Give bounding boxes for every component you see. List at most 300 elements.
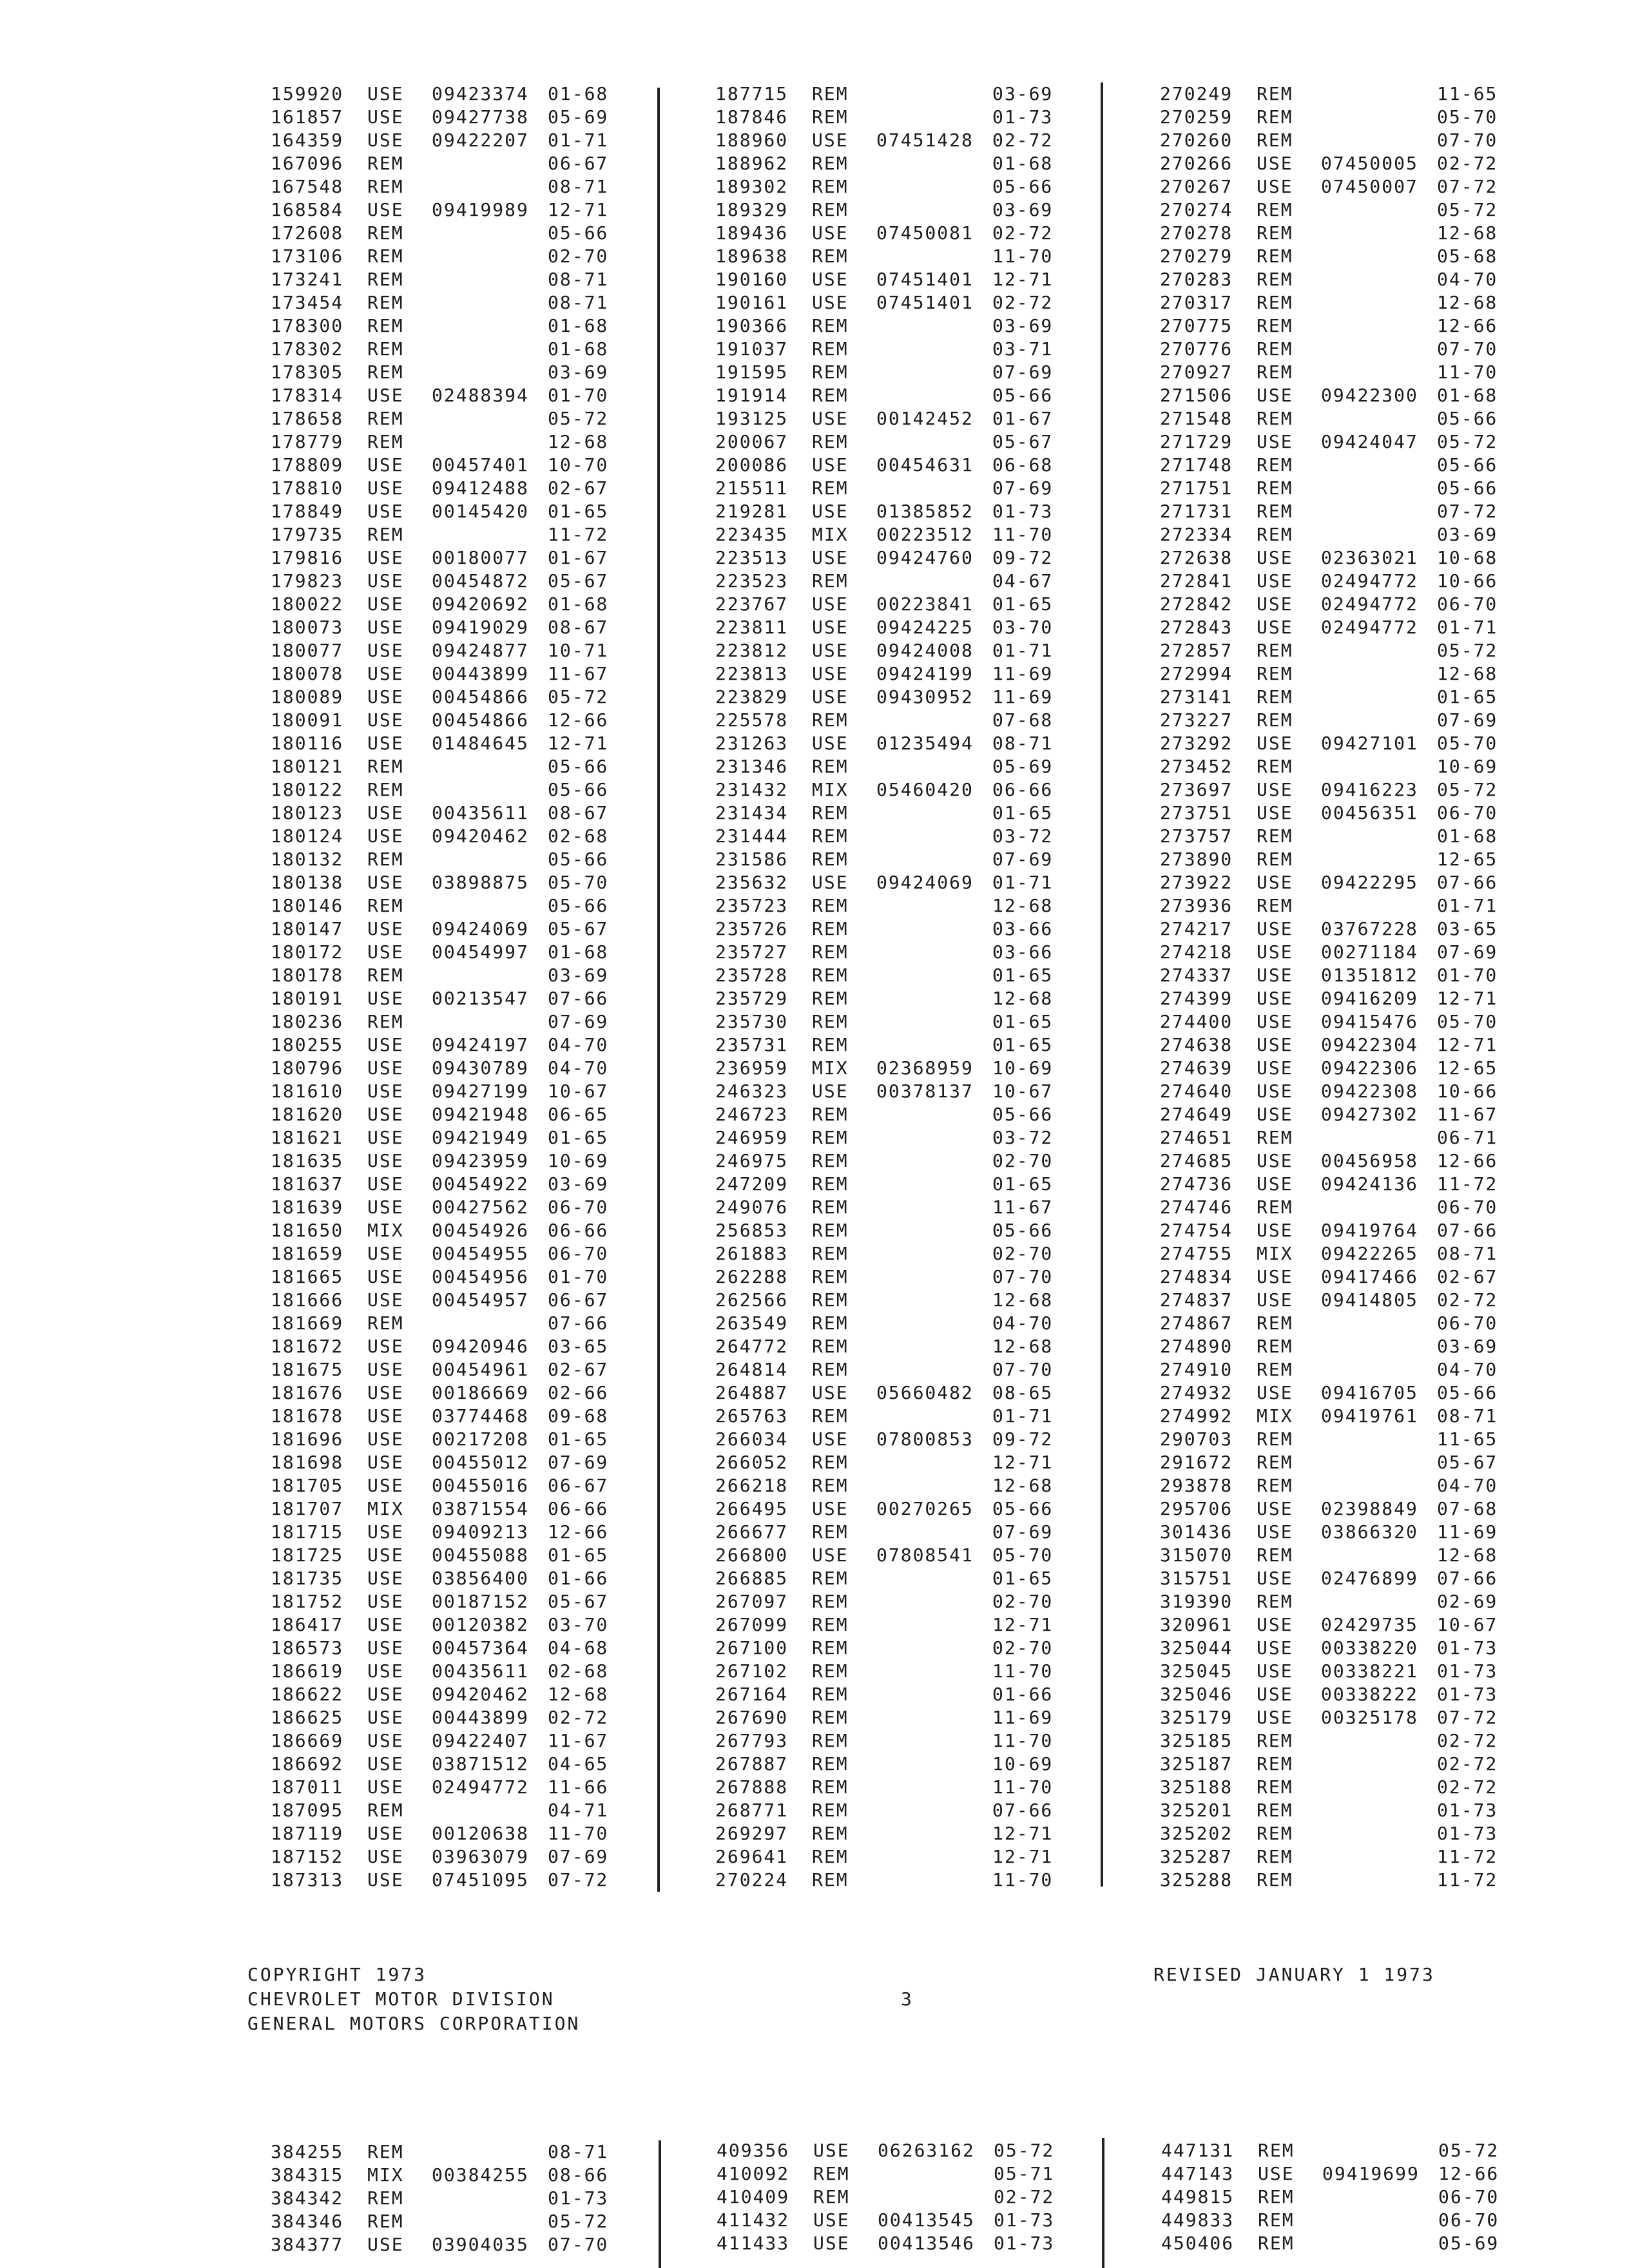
action-code: USE	[367, 988, 404, 1009]
action-code: USE	[1257, 872, 1293, 893]
part-number: 231346	[715, 756, 789, 777]
entry-date: 04-71	[548, 1800, 609, 1821]
action-code: REM	[1257, 83, 1293, 104]
action-code: REM	[367, 292, 404, 313]
replacement-number: 09416223	[1321, 779, 1418, 800]
entry-date: 07-72	[1437, 1707, 1498, 1728]
entry-date: 01-65	[992, 802, 1054, 823]
action-code: USE	[367, 1452, 404, 1473]
part-number: 246959	[715, 1127, 789, 1148]
entry-date: 01-68	[1437, 385, 1498, 406]
action-code: REM	[1257, 663, 1293, 684]
entry-date: 05-67	[548, 1591, 609, 1612]
action-code: REM	[812, 1521, 849, 1542]
action-code: USE	[367, 1568, 404, 1589]
replacement-number: 03871512	[432, 1753, 529, 1774]
entry-date: 05-72	[548, 408, 609, 429]
entry-date: 05-66	[1437, 408, 1498, 429]
part-number: 266677	[715, 1521, 789, 1542]
entry-date: 01-65	[548, 1127, 609, 1148]
replacement-number: 09430789	[432, 1057, 529, 1079]
replacement-number: 09424047	[1321, 431, 1418, 452]
entry-date: 01-68	[548, 83, 609, 104]
replacement-number: 07451401	[876, 292, 974, 313]
action-code: USE	[812, 1544, 849, 1566]
entry-date: 03-66	[992, 941, 1054, 963]
replacement-number: 00435611	[432, 1660, 529, 1682]
entry-date: 05-67	[1437, 1452, 1498, 1473]
part-number: 272994	[1160, 663, 1233, 684]
part-number: 235726	[715, 918, 789, 939]
replacement-number: 06263162	[878, 2140, 975, 2161]
entry-date: 01-67	[992, 408, 1054, 429]
part-number: 270266	[1160, 153, 1233, 174]
action-code: REM	[812, 570, 849, 591]
entry-date: 06-67	[548, 1289, 609, 1311]
part-number: 179823	[271, 570, 344, 591]
replacement-number: 00186669	[432, 1382, 529, 1403]
action-code: USE	[367, 1614, 404, 1635]
part-number: 325045	[1160, 1660, 1233, 1682]
entry-date: 01-73	[1437, 1684, 1498, 1705]
replacement-number: 07451428	[876, 130, 974, 151]
part-number: 180178	[271, 965, 344, 986]
part-number: 191037	[715, 338, 789, 360]
action-code: USE	[367, 825, 404, 847]
action-code: USE	[1257, 1498, 1293, 1519]
part-number: 180191	[271, 988, 344, 1009]
copyright-line: COPYRIGHT 1973	[247, 1964, 427, 1985]
part-number: 274834	[1160, 1266, 1233, 1287]
action-code: REM	[812, 849, 849, 870]
action-code: USE	[367, 1591, 404, 1612]
action-code: USE	[367, 1660, 404, 1682]
action-code: REM	[1257, 1800, 1293, 1821]
part-number: 267102	[715, 1660, 789, 1682]
division-line: CHEVROLET MOTOR DIVISION	[247, 1988, 555, 2010]
replacement-number: 09414805	[1321, 1289, 1418, 1311]
entry-date: 12-68	[548, 1684, 609, 1705]
part-number: 263549	[715, 1312, 789, 1334]
entry-date: 05-71	[994, 2163, 1055, 2184]
action-code: USE	[1257, 1289, 1293, 1311]
part-number: 186669	[271, 1730, 344, 1751]
part-number: 274640	[1160, 1081, 1233, 1102]
entry-date: 08-71	[992, 733, 1054, 754]
part-number: 186573	[271, 1637, 344, 1658]
action-code: REM	[1257, 640, 1293, 661]
replacement-number: 02363021	[1321, 547, 1418, 568]
entry-date: 11-67	[1437, 1104, 1498, 1125]
entry-date: 01-65	[992, 1034, 1054, 1055]
replacement-number: 00145420	[432, 501, 529, 522]
replacement-number: 07808541	[876, 1544, 974, 1566]
entry-date: 04-70	[548, 1034, 609, 1055]
part-number: 235731	[715, 1034, 789, 1055]
entry-date: 01-71	[992, 1405, 1054, 1427]
entry-date: 07-69	[1437, 941, 1498, 963]
entry-date: 06-70	[1437, 593, 1498, 615]
entry-date: 01-68	[548, 941, 609, 963]
entry-date: 01-71	[992, 872, 1054, 893]
action-code: REM	[1257, 269, 1293, 290]
replacement-number: 09424008	[876, 640, 974, 661]
action-code: USE	[367, 872, 404, 893]
part-number: 181620	[271, 1104, 344, 1125]
part-number: 325044	[1160, 1637, 1233, 1658]
replacement-number: 09419989	[432, 199, 529, 220]
part-number: 223513	[715, 547, 789, 568]
entry-date: 03-69	[992, 83, 1054, 104]
replacement-number: 00223841	[876, 593, 974, 615]
action-code: REM	[812, 1405, 849, 1427]
action-code: USE	[367, 1359, 404, 1380]
column-divider	[657, 88, 660, 1892]
entry-date: 05-72	[1437, 779, 1498, 800]
action-code: REM	[367, 1011, 404, 1032]
entry-date: 01-70	[1437, 965, 1498, 986]
part-number: 247209	[715, 1173, 789, 1195]
entry-date: 05-70	[1437, 1011, 1498, 1032]
action-code: USE	[367, 1196, 404, 1218]
action-code: REM	[812, 176, 849, 197]
part-number: 231434	[715, 802, 789, 823]
entry-date: 02-72	[1437, 153, 1498, 174]
entry-date: 02-72	[548, 1707, 609, 1728]
action-code: REM	[367, 361, 404, 383]
entry-date: 07-69	[992, 849, 1054, 870]
part-number: 181698	[271, 1452, 344, 1473]
entry-date: 05-67	[548, 570, 609, 591]
part-number: 272334	[1160, 524, 1233, 545]
action-code: REM	[812, 245, 849, 267]
action-code: MIX	[812, 524, 849, 545]
part-number: 187313	[271, 1869, 344, 1890]
entry-date: 07-72	[548, 1869, 609, 1890]
action-code: USE	[812, 501, 849, 522]
part-number: 181715	[271, 1521, 344, 1542]
action-code: MIX	[367, 1220, 404, 1241]
action-code: REM	[1257, 849, 1293, 870]
action-code: REM	[812, 1173, 849, 1195]
replacement-number: 07450081	[876, 222, 974, 244]
part-number: 167548	[271, 176, 344, 197]
entry-date: 12-65	[1437, 1057, 1498, 1079]
part-number: 271731	[1160, 501, 1233, 522]
action-code: REM	[812, 477, 849, 499]
part-number: 270279	[1160, 245, 1233, 267]
entry-date: 06-70	[1437, 1196, 1498, 1218]
action-code: USE	[1257, 1382, 1293, 1403]
action-code: USE	[367, 1127, 404, 1148]
action-code: USE	[1257, 733, 1293, 754]
part-number: 249076	[715, 1196, 789, 1218]
part-number: 274867	[1160, 1312, 1233, 1334]
entry-date: 05-72	[1437, 431, 1498, 452]
action-code: REM	[812, 1359, 849, 1380]
action-code: REM	[1257, 338, 1293, 360]
replacement-number: 03774468	[432, 1405, 529, 1427]
part-number: 447143	[1161, 2163, 1235, 2184]
entry-date: 11-70	[992, 1869, 1054, 1890]
entry-date: 03-70	[992, 617, 1054, 638]
replacement-number: 09416705	[1321, 1382, 1418, 1403]
entry-date: 08-71	[1437, 1243, 1498, 1264]
replacement-number: 09422308	[1321, 1081, 1418, 1102]
part-number: 261883	[715, 1243, 789, 1264]
part-number: 200086	[715, 454, 789, 476]
action-code: USE	[367, 640, 404, 661]
part-number: 223523	[715, 570, 789, 591]
action-code: REM	[812, 106, 849, 128]
entry-date: 08-71	[548, 292, 609, 313]
action-code: USE	[812, 733, 849, 754]
entry-date: 12-68	[1437, 1544, 1498, 1566]
part-number: 181752	[271, 1591, 344, 1612]
action-code: REM	[1257, 315, 1293, 336]
entry-date: 12-71	[992, 1846, 1054, 1867]
part-number: 274639	[1160, 1057, 1233, 1079]
action-code: USE	[367, 130, 404, 151]
action-code: USE	[367, 1707, 404, 1728]
part-number: 180255	[271, 1034, 344, 1055]
entry-date: 11-69	[992, 1707, 1054, 1728]
action-code: REM	[813, 2186, 850, 2207]
replacement-number: 00187152	[432, 1591, 529, 1612]
part-number: 181707	[271, 1498, 344, 1519]
action-code: REM	[1257, 1730, 1293, 1751]
action-code: REM	[812, 1614, 849, 1635]
part-number: 272857	[1160, 640, 1233, 661]
entry-date: 01-65	[548, 501, 609, 522]
part-number: 159920	[271, 83, 344, 104]
entry-date: 12-71	[992, 1614, 1054, 1635]
entry-date: 05-72	[994, 2140, 1055, 2161]
entry-date: 05-72	[1437, 199, 1498, 220]
action-code: USE	[1257, 617, 1293, 638]
entry-date: 12-71	[1437, 988, 1498, 1009]
action-code: REM	[367, 222, 404, 244]
action-code: REM	[1257, 477, 1293, 499]
part-number: 266034	[715, 1428, 789, 1450]
replacement-number: 09423374	[432, 83, 529, 104]
part-number: 269641	[715, 1846, 789, 1867]
replacement-number: 00454926	[432, 1220, 529, 1241]
entry-date: 02-67	[548, 1359, 609, 1380]
part-number: 180091	[271, 709, 344, 731]
action-code: REM	[812, 1220, 849, 1241]
part-number: 186625	[271, 1707, 344, 1728]
part-number: 235723	[715, 895, 789, 916]
entry-date: 06-71	[1437, 1127, 1498, 1148]
replacement-number: 02476899	[1321, 1568, 1418, 1589]
action-code: USE	[367, 733, 404, 754]
entry-date: 05-70	[1437, 733, 1498, 754]
entry-date: 05-66	[992, 1220, 1054, 1241]
entry-date: 05-66	[548, 779, 609, 800]
entry-date: 11-70	[992, 1660, 1054, 1682]
part-number: 325201	[1160, 1800, 1233, 1821]
action-code: USE	[812, 1382, 849, 1403]
part-number: 274992	[1160, 1405, 1233, 1427]
replacement-number: 00217208	[432, 1428, 529, 1450]
action-code: MIX	[812, 779, 849, 800]
part-number: 231444	[715, 825, 789, 847]
part-number: 325185	[1160, 1730, 1233, 1751]
entry-date: 11-70	[992, 245, 1054, 267]
entry-date: 10-69	[992, 1753, 1054, 1774]
entry-date: 11-70	[1437, 361, 1498, 383]
action-code: REM	[812, 895, 849, 916]
entry-date: 01-65	[992, 1011, 1054, 1032]
part-number: 272841	[1160, 570, 1233, 591]
entry-date: 06-70	[1437, 1312, 1498, 1334]
action-code: REM	[812, 1312, 849, 1334]
entry-date: 05-67	[992, 431, 1054, 452]
action-code: USE	[367, 1776, 404, 1798]
part-number: 384342	[271, 2187, 344, 2209]
replacement-number: 09420692	[432, 593, 529, 615]
action-code: USE	[367, 1150, 404, 1171]
replacement-number: 07800853	[876, 1428, 974, 1450]
entry-date: 01-65	[992, 593, 1054, 615]
entry-date: 05-66	[1437, 1382, 1498, 1403]
entry-date: 02-70	[992, 1150, 1054, 1171]
part-number: 274218	[1160, 941, 1233, 963]
entry-date: 11-67	[548, 663, 609, 684]
part-number: 274755	[1160, 1243, 1233, 1264]
action-code: USE	[367, 1428, 404, 1450]
entry-date: 01-73	[1437, 1823, 1498, 1844]
entry-date: 10-69	[1437, 756, 1498, 777]
entry-date: 11-72	[1437, 1846, 1498, 1867]
action-code: REM	[812, 1034, 849, 1055]
action-code: USE	[367, 686, 404, 707]
part-number: 180073	[271, 617, 344, 638]
replacement-number: 00455012	[432, 1452, 529, 1473]
entry-date: 11-72	[548, 524, 609, 545]
replacement-number: 00457364	[432, 1637, 529, 1658]
action-code: USE	[367, 1823, 404, 1844]
action-code: REM	[812, 1452, 849, 1473]
part-number: 188960	[715, 130, 789, 151]
entry-date: 03-69	[548, 965, 609, 986]
part-number: 180078	[271, 663, 344, 684]
entry-date: 10-66	[1437, 570, 1498, 591]
action-code: REM	[1257, 895, 1293, 916]
action-code: USE	[1257, 547, 1293, 568]
action-code: REM	[1257, 130, 1293, 151]
part-number: 272638	[1160, 547, 1233, 568]
entry-date: 11-69	[992, 663, 1054, 684]
replacement-number: 02398849	[1321, 1498, 1418, 1519]
replacement-number: 00384255	[432, 2164, 529, 2186]
part-number: 273141	[1160, 686, 1233, 707]
part-number: 223811	[715, 617, 789, 638]
entry-date: 01-67	[548, 547, 609, 568]
action-code: USE	[367, 1336, 404, 1357]
entry-date: 01-68	[548, 593, 609, 615]
replacement-number: 09422295	[1321, 872, 1418, 893]
entry-date: 03-65	[548, 1336, 609, 1357]
action-code: USE	[367, 918, 404, 939]
part-number: 384315	[271, 2164, 344, 2186]
replacement-number: 00180077	[432, 547, 529, 568]
part-number: 265763	[715, 1405, 789, 1427]
entry-date: 04-70	[1437, 1475, 1498, 1496]
entry-date: 05-66	[992, 1498, 1054, 1519]
entry-date: 01-73	[992, 501, 1054, 522]
entry-date: 12-66	[548, 1521, 609, 1542]
part-number: 274890	[1160, 1336, 1233, 1357]
entry-date: 11-65	[1437, 1428, 1498, 1450]
entry-date: 10-71	[548, 640, 609, 661]
action-code: USE	[367, 1266, 404, 1287]
replacement-number: 00457401	[432, 454, 529, 476]
action-code: USE	[367, 663, 404, 684]
entry-date: 10-66	[1437, 1081, 1498, 1102]
entry-date: 01-73	[548, 2187, 609, 2209]
action-code: REM	[1257, 1312, 1293, 1334]
action-code: REM	[812, 1011, 849, 1032]
action-code: USE	[813, 2233, 850, 2254]
part-number: 189329	[715, 199, 789, 220]
part-number: 180121	[271, 756, 344, 777]
action-code: USE	[367, 1405, 404, 1427]
entry-date: 11-70	[548, 1823, 609, 1844]
action-code: REM	[367, 2211, 404, 2232]
part-number: 271748	[1160, 454, 1233, 476]
part-number: 273922	[1160, 872, 1233, 893]
entry-date: 12-68	[1437, 222, 1498, 244]
action-code: REM	[1257, 292, 1293, 313]
entry-date: 01-68	[548, 315, 609, 336]
action-code: USE	[1257, 1011, 1293, 1032]
entry-date: 07-69	[1437, 709, 1498, 731]
action-code: REM	[367, 756, 404, 777]
part-number: 180147	[271, 918, 344, 939]
action-code: USE	[812, 1498, 849, 1519]
action-code: USE	[1257, 1707, 1293, 1728]
action-code: USE	[367, 1243, 404, 1264]
entry-date: 07-69	[992, 1521, 1054, 1542]
action-code: USE	[1257, 593, 1293, 615]
action-code: USE	[367, 617, 404, 638]
replacement-number: 00443899	[432, 1707, 529, 1728]
entry-date: 11-66	[548, 1776, 609, 1798]
action-code: REM	[812, 1660, 849, 1682]
part-number: 235730	[715, 1011, 789, 1032]
action-code: REM	[812, 1289, 849, 1311]
part-number: 270259	[1160, 106, 1233, 128]
action-code: REM	[1257, 1846, 1293, 1867]
replacement-number: 00223512	[876, 524, 974, 545]
entry-date: 03-69	[992, 315, 1054, 336]
action-code: REM	[812, 385, 849, 406]
part-number: 186619	[271, 1660, 344, 1682]
entry-date: 08-66	[548, 2164, 609, 2186]
part-number: 189436	[715, 222, 789, 244]
part-number: 315070	[1160, 1544, 1233, 1566]
replacement-number: 02488394	[432, 385, 529, 406]
entry-date: 05-69	[1438, 2233, 1499, 2254]
entry-date: 12-71	[1437, 1034, 1498, 1055]
entry-date: 08-71	[548, 269, 609, 290]
entry-date: 02-72	[992, 130, 1054, 151]
action-code: REM	[812, 315, 849, 336]
part-number: 270249	[1160, 83, 1233, 104]
entry-date: 05-70	[1437, 106, 1498, 128]
